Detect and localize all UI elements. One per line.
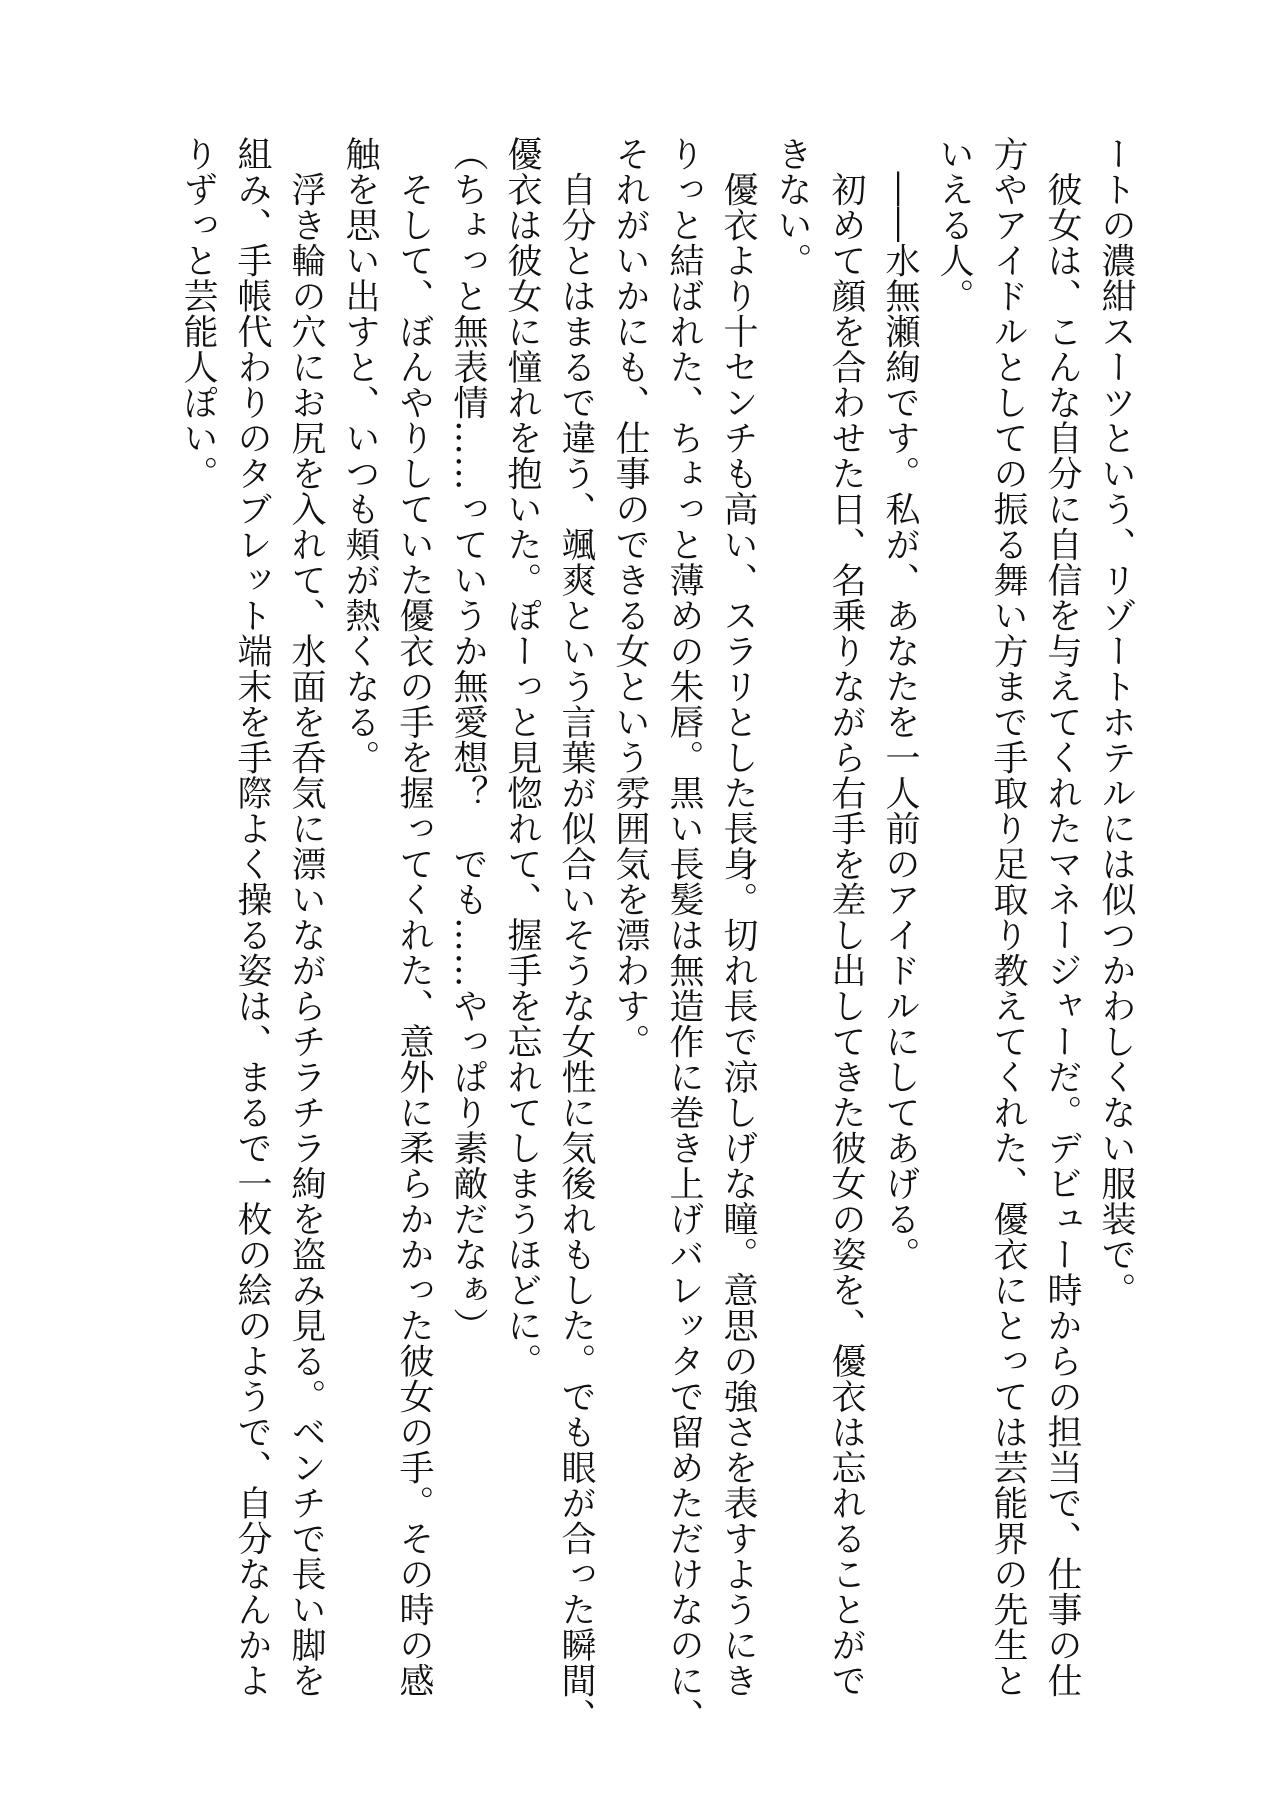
text-line: 浮き輪の穴にお尻を入れて、水面を呑気に漂いながらチラチラ絢を盗み見る。ベンチで長い脚を — [286, 136, 326, 1698]
text-line: 彼女は、こんな自分に自信を与えてくれたマネージャーだ。デビュー時からの担当で、仕事の仕 — [1042, 136, 1082, 1698]
text-line: ――水無瀬絢です。私が、あなたを一人前のアイドルにしてあげる。 — [880, 136, 920, 1272]
text-line: 優衣は彼女に憧れを抱いた。ぽーっと見惚れて、握手を忘れてしまうほどに。 — [502, 136, 542, 1379]
text-line: りっと結ばれた、ちょっと薄めの朱唇。黒い長髪は無造作に巻き上げバレッタで留めただけなのに、 — [664, 136, 704, 1734]
text-line: 自分とはまるで違う、颯爽という言葉が似合いそうな女性に気後れもした。でも眼が合った瞬間、 — [556, 136, 596, 1734]
text-line: 組み、手帳代わりのタブレット端末を手際よく操る姿は、まるで一枚の絵のようで、自分なんかよ — [232, 136, 272, 1698]
text-line: りずっと芸能人ぽい。 — [178, 136, 218, 491]
text-line: ートの濃紺スーツという、リゾートホテルには似つかわしくない服装で。 — [1096, 136, 1136, 1308]
text-line: 方やアイドルとしての振る舞い方まで手取り足取り教えてくれた、優衣にとっては芸能界の先生と — [988, 136, 1028, 1698]
text-line: それがいかにも、仕事のできる女という雰囲気を漂わす。 — [610, 136, 650, 1059]
text-line: 触を思い出すと、いつも頬が熱くなる。 — [340, 136, 380, 775]
text-line: 優衣より十センチも高い、スラリとした長身。切れ長で涼しげな瞳。意思の強さを表すようにき — [718, 136, 758, 1698]
text-line: そして、ぼんやりしていた優衣の手を握ってくれた、意外に柔らかかった彼女の手。その時の感 — [394, 136, 434, 1698]
vertical-text-body — [123, 136, 1143, 1734]
text-line: （ちょっと無表情……っていうか無愛想？ でも……やっぱり素敵だなぁ） — [448, 136, 488, 1343]
text-line: きない。 — [772, 136, 812, 278]
text-line: いえる人。 — [934, 136, 974, 314]
text-line: 初めて顔を合わせた日、名乗りながら右手を差し出してきた彼女の姿を、優衣は忘れることがで — [826, 136, 866, 1698]
